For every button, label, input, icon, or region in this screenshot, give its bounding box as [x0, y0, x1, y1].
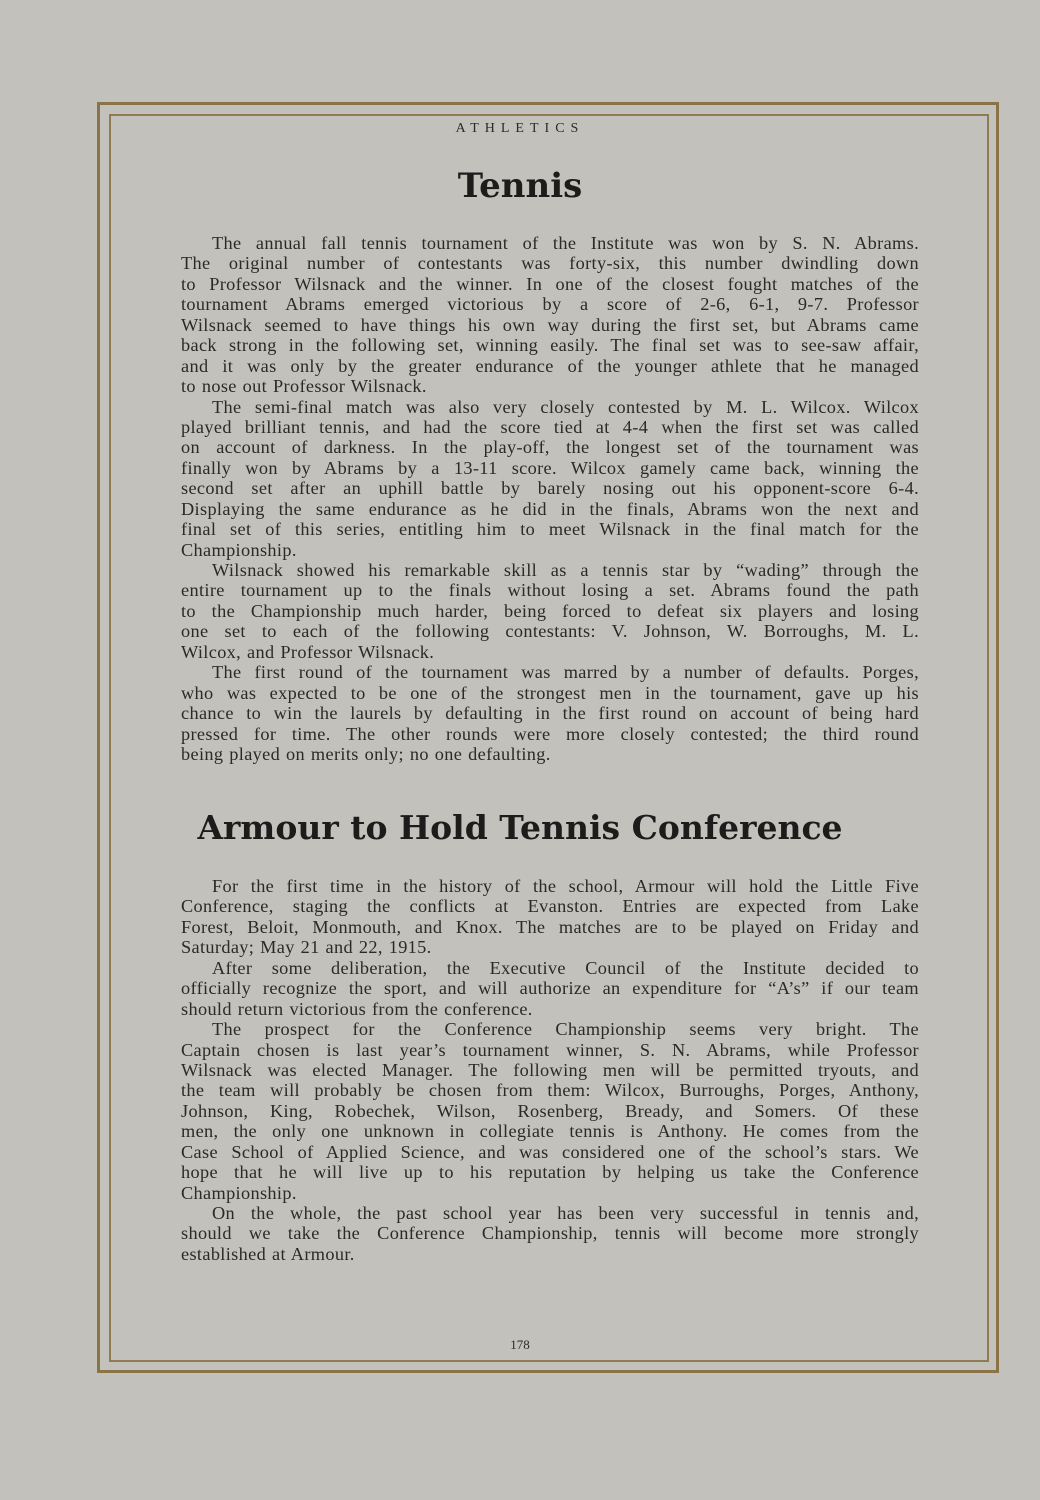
text-line: Championship.	[181, 1182, 297, 1203]
text-line: should return victorious from the conference.	[181, 998, 533, 1019]
text-line: final set of this series, entitling him to meet Wilsnack in the final match for the	[181, 519, 919, 540]
section-body-conference	[181, 876, 919, 1264]
text-line: The annual fall tennis tournament of the Institute was won by S. N. Abrams.	[212, 233, 919, 253]
text-line: Wilsnack was elected Manager. The following men will be permitted tryouts, and	[181, 1059, 919, 1080]
section-title-tennis: Tennis	[457, 166, 583, 206]
text-line: to Professor Wilsnack and the winner. In one of the closest fought matches of the	[181, 273, 919, 294]
text-line: Case School of Applied Science, and was considered one of the school’s stars. We	[181, 1141, 919, 1162]
text-line: who was expected to be one of the strongest men in the tournament, gave up his	[181, 682, 919, 703]
text-line: one set to each of the following contestants: V. Johnson, W. Borroughs, M. L.	[181, 621, 919, 642]
text-line: For the first time in the history of the school, Armour will hold the Little Five	[212, 876, 919, 896]
text-line: Displaying the same endurance as he did in the finals, Abrams won the next and	[181, 498, 919, 519]
text-line: Conference, staging the conflicts at Evanston. Entries are expected from Lake	[181, 896, 919, 917]
text-line: Captain chosen is last year’s tournament winner, S. N. Abrams, while Professor	[181, 1039, 919, 1060]
text-line: The first round of the tournament was marred by a number of defaults. Porges,	[212, 662, 919, 683]
text-line: Championship.	[181, 539, 297, 560]
text-line: being played on merits only; no one defaulting.	[181, 743, 551, 764]
section-title-conference: Armour to Hold Tennis Conference	[197, 808, 843, 847]
text-line: entire tournament up to the finals without losing a set. Abrams found the path	[181, 580, 919, 601]
text-line: Wilsnack showed his remarkable skill as a tennis star by “wading” through the	[212, 560, 919, 580]
text-line: pressed for time. The other rounds were more closely contested; the third round	[181, 723, 919, 744]
text-line: After some deliberation, the Executive Council of the Institute decided to	[212, 957, 919, 978]
text-line: Wilsnack seemed to have things his own way during the first set, but Abrams came	[181, 314, 919, 335]
text-line: to the Championship much harder, being forced to defeat six players and losing	[181, 600, 919, 621]
text-line: and it was only by the greater endurance of the younger athlete that he managed	[181, 355, 919, 376]
text-line: played brilliant tennis, and had the score tied at 4-4 when the first set was called	[181, 416, 919, 437]
text-line: on account of darkness. In the play-off, the longest set of the tournament was	[181, 437, 919, 458]
text-line: finally won by Abrams by a 13-11 score. Wilcox gamely came back, winning the	[181, 457, 919, 478]
text-line: the team will probably be chosen from them: Wilcox, Burroughs, Porges, Anthony,	[181, 1080, 919, 1101]
text-line: Forest, Beloit, Monmouth, and Knox. The matches are to be played on Friday and	[181, 916, 919, 937]
text-line: back strong in the following set, winning easily. The final set was to see-saw affair,	[181, 335, 919, 356]
page-number: 178	[510, 1337, 530, 1352]
text-line: should we take the Conference Championship, tennis will become more strongly	[181, 1223, 919, 1244]
text-line: officially recognize the sport, and will authorize an expenditure for “A’s” if our team	[181, 978, 919, 999]
section-body-tennis	[181, 233, 919, 764]
text-line: established at Armour.	[181, 1243, 355, 1264]
text-line: Saturday; May 21 and 22, 1915.	[181, 937, 432, 958]
text-line: to nose out Professor Wilsnack.	[181, 376, 427, 397]
text-line: hope that he will live up to his reputation by helping us take the Conference	[181, 1162, 919, 1183]
text-line: chance to win the laurels by defaulting in the first round on account of being hard	[181, 703, 919, 724]
text-line: tournament Abrams emerged victorious by a score of 2-6, 6-1, 9-7. Professor	[181, 294, 919, 315]
text-line: second set after an uphill battle by barely nosing out his opponent-score 6-4.	[181, 478, 919, 499]
text-line: The semi-final match was also very closely contested by M. L. Wilcox. Wilcox	[212, 396, 919, 417]
text-line: The original number of contestants was forty-six, this number dwindling down	[181, 253, 919, 274]
text-line: men, the only one unknown in collegiate tennis is Anthony. He comes from the	[181, 1121, 919, 1142]
text-line: On the whole, the past school year has been very successful in tennis and,	[212, 1203, 919, 1223]
text-line: The prospect for the Conference Championship seems very bright. The	[212, 1019, 919, 1040]
running-header: ATHLETICS	[455, 121, 585, 136]
text-line: Wilcox, and Professor Wilsnack.	[181, 641, 435, 662]
text-line: Johnson, King, Robechek, Wilson, Rosenberg, Bready, and Somers. Of these	[181, 1100, 919, 1121]
